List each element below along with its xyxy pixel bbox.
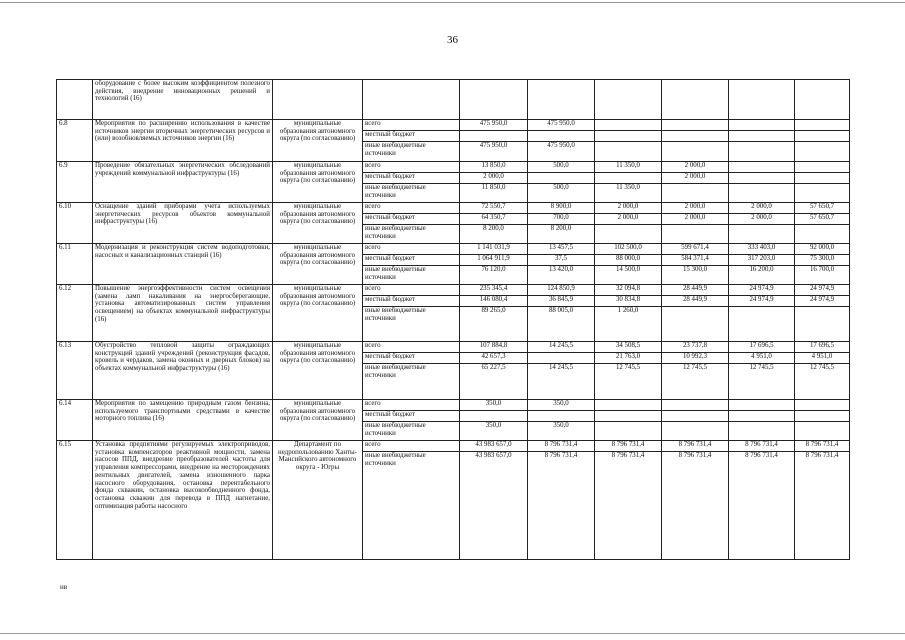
- funding-source: местный бюджет: [363, 255, 460, 266]
- row-number: 6.9: [57, 162, 93, 203]
- amount-cell: 76 120,0: [460, 266, 528, 285]
- funding-source: иные внебюджетные источники: [363, 184, 460, 203]
- amount-cell: [795, 422, 850, 441]
- amount-cell: [662, 80, 729, 120]
- funding-source: всего: [363, 441, 460, 452]
- amount-cell: 8 796 731,4: [795, 452, 850, 560]
- amount-cell: [595, 142, 662, 162]
- amount-cell: [595, 411, 662, 422]
- funding-source: иные внебюджетные источники: [363, 452, 460, 560]
- row-number: 6.8: [57, 120, 93, 162]
- amount-cell: 350,0: [528, 422, 595, 441]
- amount-cell: 23 737,8: [662, 342, 729, 353]
- amount-cell: 64 350,7: [460, 214, 528, 225]
- amount-cell: 72 550,7: [460, 203, 528, 214]
- amount-cell: 24 974,9: [729, 296, 795, 307]
- amount-cell: 30 834,8: [595, 296, 662, 307]
- amount-cell: 8 900,0: [528, 203, 595, 214]
- amount-cell: 4 951,0: [729, 353, 795, 364]
- page-number: 36: [447, 34, 458, 46]
- amount-cell: 2 000,0: [662, 162, 729, 173]
- amount-cell: [729, 131, 795, 142]
- top-scan-edge: [0, 2, 905, 3]
- amount-cell: 2 000,0: [595, 214, 662, 225]
- row-description: Мероприятия по замещению природным газом бензина, используемого транспортными средствами в качестве моторного топлива (16): [93, 400, 273, 441]
- amount-cell: 2 000,0: [662, 173, 729, 184]
- amount-cell: 13 457,5: [528, 244, 595, 255]
- amount-cell: 500,0: [528, 162, 595, 173]
- amount-cell: 10 992,3: [662, 353, 729, 364]
- amount-cell: 146 080,4: [460, 296, 528, 307]
- funding-source: [363, 80, 460, 120]
- row-description: Повышение энергоэффективности систем освещения (замена ламп накаливания на энергосберегающие, установка автоматизированных систем управления освещением) на объектах коммунальной инфраструктуры (16): [93, 285, 273, 342]
- amount-cell: 2 000,0: [662, 214, 729, 225]
- amount-cell: 1 064 911,9: [460, 255, 528, 266]
- amount-cell: [595, 173, 662, 184]
- amount-cell: [795, 80, 850, 120]
- amount-cell: 32 094,8: [595, 285, 662, 296]
- amount-cell: 107 884,8: [460, 342, 528, 353]
- amount-cell: [662, 131, 729, 142]
- table-row: [57, 162, 850, 173]
- amount-cell: [595, 225, 662, 244]
- row-number: 6.11: [57, 244, 93, 285]
- amount-cell: 24 974,9: [795, 285, 850, 296]
- row-executor: Департамент по недропользованию Ханты-Мансийского автономного округа - Югры: [273, 441, 363, 560]
- amount-cell: [595, 131, 662, 142]
- amount-cell: 92 000,0: [795, 244, 850, 255]
- amount-cell: 11 350,0: [595, 162, 662, 173]
- row-number: 6.12: [57, 285, 93, 342]
- amount-cell: [528, 131, 595, 142]
- amount-cell: 34 508,5: [595, 342, 662, 353]
- amount-cell: [662, 225, 729, 244]
- amount-cell: 584 371,4: [662, 255, 729, 266]
- amount-cell: [729, 142, 795, 162]
- amount-cell: 11 350,0: [595, 184, 662, 203]
- table-row: [57, 400, 850, 411]
- amount-cell: [528, 353, 595, 364]
- amount-cell: 24 974,9: [795, 296, 850, 307]
- amount-cell: 28 449,9: [662, 296, 729, 307]
- amount-cell: 75 300,0: [795, 255, 850, 266]
- amount-cell: [795, 225, 850, 244]
- amount-cell: 57 650,7: [795, 203, 850, 214]
- amount-cell: [729, 162, 795, 173]
- amount-cell: 4 951,0: [795, 353, 850, 364]
- funding-source: всего: [363, 203, 460, 214]
- funding-source: всего: [363, 285, 460, 296]
- amount-cell: 8 796 731,4: [662, 441, 729, 452]
- funding-source: местный бюджет: [363, 411, 460, 422]
- amount-cell: 8 796 731,4: [595, 441, 662, 452]
- amount-cell: 88 005,0: [528, 307, 595, 342]
- amount-cell: [729, 120, 795, 131]
- amount-cell: [460, 80, 528, 120]
- amount-cell: 15 300,0: [662, 266, 729, 285]
- amount-cell: [795, 142, 850, 162]
- row-number: 6.15: [57, 441, 93, 560]
- funding-source: иные внебюджетные источники: [363, 225, 460, 244]
- funding-source: иные внебюджетные источники: [363, 142, 460, 162]
- amount-cell: 65 227,5: [460, 364, 528, 400]
- amount-cell: 350,0: [460, 422, 528, 441]
- amount-cell: 16 700,0: [795, 266, 850, 285]
- funding-source: местный бюджет: [363, 131, 460, 142]
- amount-cell: 8 796 731,4: [795, 441, 850, 452]
- amount-cell: 42 657,3: [460, 353, 528, 364]
- amount-cell: [729, 225, 795, 244]
- row-executor: [273, 80, 363, 120]
- amount-cell: [595, 80, 662, 120]
- row-executor: муниципальные образования автономного округа (по согласованию): [273, 162, 363, 203]
- row-number: 6.10: [57, 203, 93, 244]
- amount-cell: 88 000,0: [595, 255, 662, 266]
- amount-cell: 12 745,5: [795, 364, 850, 400]
- amount-cell: 475 950,0: [460, 142, 528, 162]
- amount-cell: [795, 400, 850, 411]
- amount-cell: 14 500,0: [595, 266, 662, 285]
- amount-cell: 14 245,5: [528, 342, 595, 353]
- row-description: Оснащение зданий приборами учета используемых энергетических ресурсов объектов коммунальной инфраструктуры (16): [93, 203, 273, 244]
- amount-cell: [729, 173, 795, 184]
- row-executor: муниципальные образования автономного округа (по согласованию): [273, 244, 363, 285]
- amount-cell: [662, 411, 729, 422]
- amount-cell: 317 203,0: [729, 255, 795, 266]
- amount-cell: [729, 307, 795, 342]
- amount-cell: [729, 411, 795, 422]
- amount-cell: 21 763,0: [595, 353, 662, 364]
- amount-cell: 8 796 731,4: [729, 441, 795, 452]
- row-executor: муниципальные образования автономного округа (по согласованию): [273, 203, 363, 244]
- funding-source: местный бюджет: [363, 353, 460, 364]
- amount-cell: [662, 307, 729, 342]
- amount-cell: 43 983 657,0: [460, 452, 528, 560]
- amount-cell: [662, 142, 729, 162]
- amount-cell: [729, 422, 795, 441]
- funding-source: местный бюджет: [363, 296, 460, 307]
- amount-cell: 11 850,0: [460, 184, 528, 203]
- row-executor: муниципальные образования автономного округа (по согласованию): [273, 342, 363, 400]
- amount-cell: 350,0: [528, 400, 595, 411]
- funding-source: всего: [363, 120, 460, 131]
- amount-cell: 17 696,5: [729, 342, 795, 353]
- amount-cell: 700,0: [528, 214, 595, 225]
- amount-cell: [662, 120, 729, 131]
- row-description: оборудование с более высоким коэффициентом полезного действия, внедрение инновационных решений и технологий (16): [93, 80, 273, 120]
- row-description: Модернизация и реконструкция систем водоподготовки, насосных и канализационных станций (16): [93, 244, 273, 285]
- funding-source: всего: [363, 244, 460, 255]
- row-description: Установка предпятиями регулируемых электроприводов, установка компенсаторов реактивной мощности, замена насосов ППД, внедрение преобразователей частоты для управления компрессорами, внедрение на месторождениях вентильных двигателей, замена изношенного парка насосного оборудования, остановка перентабельного фонда скважин, остановка высокообводненного фонда, остановка скважин для перевода в ППД нагнетание, оптимизация работы насосного: [93, 441, 273, 560]
- amount-cell: 1 260,0: [595, 307, 662, 342]
- amount-cell: [795, 411, 850, 422]
- amount-cell: 12 745,5: [729, 364, 795, 400]
- row-executor: муниципальные образования автономного округа (по согласованию): [273, 285, 363, 342]
- amount-cell: 8 796 731,4: [729, 452, 795, 560]
- amount-cell: [729, 400, 795, 411]
- bottom-scan-edge: [0, 633, 905, 634]
- amount-cell: [528, 411, 595, 422]
- amount-cell: 57 650,7: [795, 214, 850, 225]
- amount-cell: [460, 411, 528, 422]
- amount-cell: [729, 80, 795, 120]
- amount-cell: 16 200,0: [729, 266, 795, 285]
- amount-cell: 235 345,4: [460, 285, 528, 296]
- amount-cell: 475 950,0: [528, 120, 595, 131]
- amount-cell: 12 745,5: [662, 364, 729, 400]
- amount-cell: [460, 131, 528, 142]
- amount-cell: [595, 400, 662, 411]
- table-row: [57, 203, 850, 214]
- amount-cell: 89 265,0: [460, 307, 528, 342]
- amount-cell: [595, 422, 662, 441]
- amount-cell: 12 745,5: [595, 364, 662, 400]
- funding-source: местный бюджет: [363, 214, 460, 225]
- amount-cell: 36 845,9: [528, 296, 595, 307]
- amount-cell: [795, 162, 850, 173]
- amount-cell: [528, 80, 595, 120]
- amount-cell: 102 500,0: [595, 244, 662, 255]
- funding-source: всего: [363, 342, 460, 353]
- amount-cell: 13 850,0: [460, 162, 528, 173]
- row-description: Проведение обязательных энергетических обследований учреждений коммунальной инфраструктуры (16): [93, 162, 273, 203]
- amount-cell: 1 141 031,9: [460, 244, 528, 255]
- amount-cell: 124 850,9: [528, 285, 595, 296]
- table-row: [57, 342, 850, 353]
- amount-cell: 43 983 657,0: [460, 441, 528, 452]
- funding-source: местный бюджет: [363, 173, 460, 184]
- amount-cell: 28 449,9: [662, 285, 729, 296]
- row-description: Мероприятия по расширению использования в качестве источников энергии вторичных энергетических ресурсов и (или) возобновляемых источников энергии (16): [93, 120, 273, 162]
- amount-cell: 2 000,0: [595, 203, 662, 214]
- amount-cell: 475 950,0: [528, 142, 595, 162]
- table-row: [57, 120, 850, 131]
- row-number: 6.14: [57, 400, 93, 441]
- amount-cell: [729, 184, 795, 203]
- row-description: Обустройство тепловой защиты ограждающих конструкций зданий учреждений (реконструкция фасадов, кровель и чердаков, замена оконных и дверных блоков) на объектах коммунальной инфраструктуры (16): [93, 342, 273, 400]
- funding-source: иные внебюджетные источники: [363, 266, 460, 285]
- amount-cell: 2 000,0: [460, 173, 528, 184]
- amount-cell: 599 671,4: [662, 244, 729, 255]
- amount-cell: [795, 131, 850, 142]
- amount-cell: 14 245,5: [528, 364, 595, 400]
- table-row: [57, 244, 850, 255]
- amount-cell: [795, 184, 850, 203]
- footer-text: нв: [60, 583, 68, 591]
- row-number: 6.13: [57, 342, 93, 400]
- row-executor: муниципальные образования автономного округа (по согласованию): [273, 120, 363, 162]
- amount-cell: [595, 120, 662, 131]
- amount-cell: 8 796 731,4: [595, 452, 662, 560]
- table-row: [57, 285, 850, 296]
- table-row: [57, 80, 850, 120]
- amount-cell: 37,5: [528, 255, 595, 266]
- funding-source: иные внебюджетные источники: [363, 364, 460, 400]
- amount-cell: 500,0: [528, 184, 595, 203]
- amount-cell: [795, 120, 850, 131]
- row-number: [57, 80, 93, 120]
- amount-cell: [662, 422, 729, 441]
- amount-cell: 2 000,0: [729, 203, 795, 214]
- funding-source: иные внебюджетные источники: [363, 422, 460, 441]
- row-executor: муниципальные образования автономного округа (по согласованию): [273, 400, 363, 441]
- amount-cell: [662, 184, 729, 203]
- funding-source: всего: [363, 162, 460, 173]
- amount-cell: 24 974,9: [729, 285, 795, 296]
- amount-cell: 8 200,0: [528, 225, 595, 244]
- amount-cell: 8 796 731,4: [528, 452, 595, 560]
- amount-cell: 13 420,0: [528, 266, 595, 285]
- amount-cell: 17 696,5: [795, 342, 850, 353]
- amount-cell: 475 950,0: [460, 120, 528, 131]
- amount-cell: 8 796 731,4: [662, 452, 729, 560]
- amount-cell: [795, 307, 850, 342]
- amount-cell: 8 200,0: [460, 225, 528, 244]
- amount-cell: [662, 400, 729, 411]
- amount-cell: 350,0: [460, 400, 528, 411]
- amount-cell: 333 403,0: [729, 244, 795, 255]
- funding-source: иные внебюджетные источники: [363, 307, 460, 342]
- amount-cell: [795, 173, 850, 184]
- amount-cell: 2 000,0: [729, 214, 795, 225]
- funding-source: всего: [363, 400, 460, 411]
- amount-cell: 8 796 731,4: [528, 441, 595, 452]
- amount-cell: [528, 173, 595, 184]
- budget-table: [56, 79, 850, 560]
- table-row: [57, 441, 850, 452]
- amount-cell: 2 000,0: [662, 203, 729, 214]
